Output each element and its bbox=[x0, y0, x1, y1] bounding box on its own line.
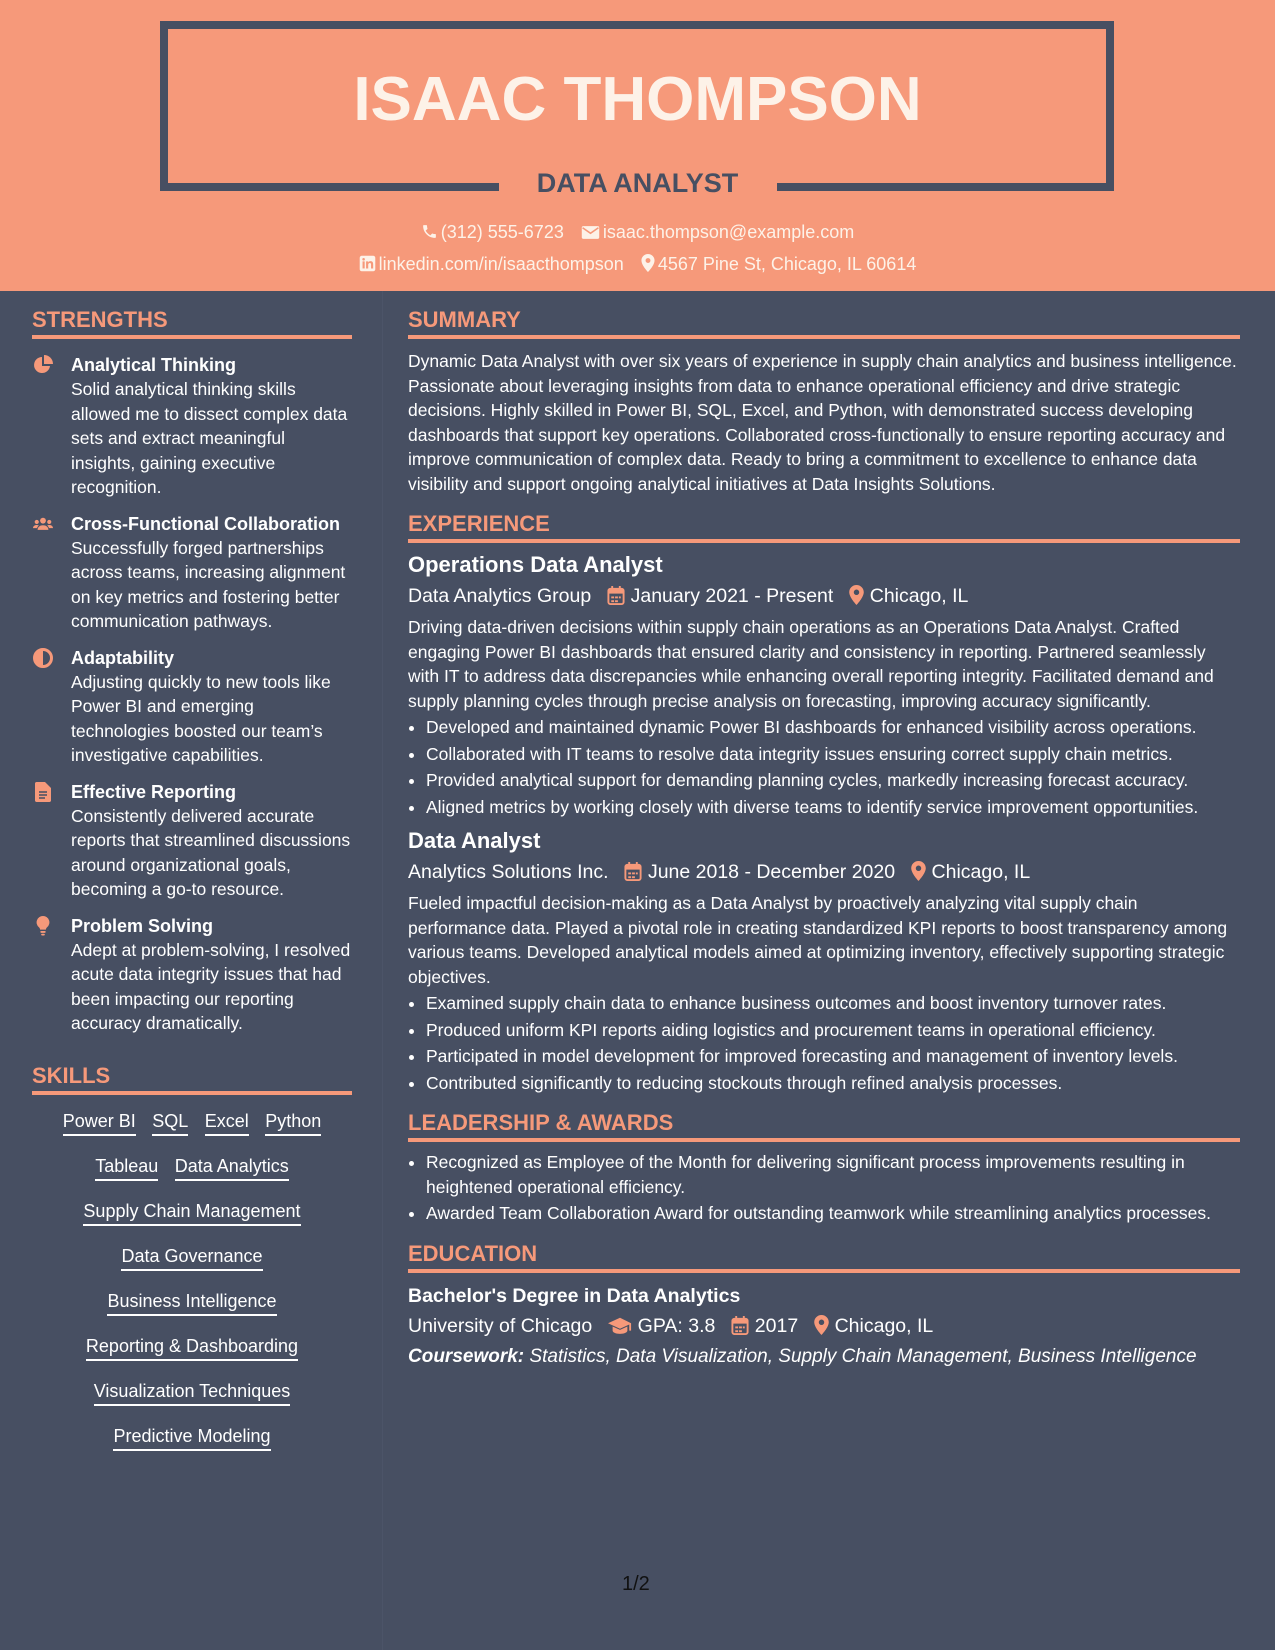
list-item: • Participated in model development for improved forecasting and management of inventory levels. bbox=[426, 1044, 1240, 1069]
map-pin-icon bbox=[911, 861, 926, 881]
list-item: • Collaborated with IT teams to resolve data integrity issues ensuring correct supply chain metrics. bbox=[426, 742, 1240, 767]
school-name: University of Chicago bbox=[408, 1314, 593, 1337]
job-title: DATA ANALYST bbox=[536, 168, 739, 198]
graduation-cap-icon bbox=[608, 1317, 632, 1335]
strength-desc: Adjusting quickly to new tools like Power BI and emerging technologies boosted our team’s investigative capabilities. bbox=[71, 671, 331, 765]
job-dates: January 2021 - Present bbox=[630, 585, 834, 607]
coursework-list: Statistics, Data Visualization, Supply Chain Management, Business Intelligence bbox=[529, 1345, 1197, 1367]
skill-tag: Tableau bbox=[95, 1154, 158, 1181]
skill-tag: Excel bbox=[205, 1109, 249, 1136]
job-entry-title: Operations Data Analyst bbox=[408, 552, 663, 577]
document-icon bbox=[33, 782, 53, 802]
experience-heading: EXPERIENCE bbox=[408, 510, 1240, 543]
job-description: Driving data-driven decisions within supply chain operations as an Operations Data Analyst. Crafted engaging Power BI dashboards that ensured clarity and consistency in reporting. Partnered seamlessly with IT to address data discrepancies while enhancing overall reporting integrity. Facilitated demand and supply planning cycles through precise analysis on forecasting, improving accuracy significantly. bbox=[408, 617, 1214, 711]
job-meta bbox=[408, 857, 1240, 887]
strength-desc: Solid analytical thinking skills allowed me to dissect complex data sets and extract meaningful insights, gaining executive recognition. bbox=[71, 379, 348, 497]
right-column bbox=[408, 306, 1240, 1369]
page-number: 1/2 bbox=[622, 1573, 650, 1595]
list-item: • Developed and maintained dynamic Power BI dashboards for enhanced visibility across operations. bbox=[426, 715, 1240, 740]
skill-tag: Python bbox=[265, 1109, 321, 1136]
strength-item bbox=[32, 914, 352, 1036]
job-entry bbox=[408, 551, 1240, 819]
skill-tag: Predictive Modeling bbox=[113, 1424, 270, 1451]
envelope-icon bbox=[581, 225, 600, 240]
pie-chart-icon bbox=[33, 355, 53, 375]
graduation-year: 2017 bbox=[754, 1314, 799, 1337]
leadership-heading: LEADERSHIP & AWARDS bbox=[408, 1109, 1240, 1142]
strength-item bbox=[32, 646, 352, 768]
users-icon bbox=[33, 514, 53, 534]
gpa: GPA: 3.8 bbox=[637, 1314, 716, 1337]
map-pin-icon bbox=[849, 585, 864, 605]
skills-list bbox=[32, 1109, 352, 1469]
linkedin bbox=[359, 252, 624, 276]
phone bbox=[421, 220, 564, 244]
list-item: • Aligned metrics by working closely with diverse teams to identify service improvement opportunities. bbox=[426, 795, 1240, 820]
list-item: • Recognized as Employee of the Month for delivering significant process improvements resulting in heightened operational efficiency. bbox=[426, 1150, 1240, 1199]
list-item: • Examined supply chain data to enhance business outcomes and boost inventory turnover rates. bbox=[426, 991, 1240, 1016]
job-bullets bbox=[408, 991, 1240, 1095]
job-description: Fueled impactful decision-making as a Data Analyst by proactively analyzing vital supply chain performance data. Played a pivotal role in creating standardized KPI reports to boost transparency among various teams. Developed analytical models aimed at optimizing inventory, effectively supporting strategic objectives. bbox=[408, 893, 1228, 987]
address-text: 4567 Pine St, Chicago, IL 60614 bbox=[657, 254, 917, 274]
left-column bbox=[32, 306, 352, 1469]
list-item: • Contributed significantly to reducing stockouts through refined analysis processes. bbox=[426, 1071, 1240, 1096]
strength-title: Analytical Thinking bbox=[71, 355, 237, 375]
job-meta bbox=[408, 581, 1240, 611]
strength-title: Cross-Functional Collaboration bbox=[71, 513, 341, 534]
leadership-section bbox=[408, 1109, 1240, 1226]
job-bullets bbox=[408, 715, 1240, 819]
email bbox=[581, 220, 854, 244]
skill-tag: Supply Chain Management bbox=[83, 1199, 300, 1226]
strength-desc: Adept at problem-solving, I resolved acute data integrity issues that had been impacting our reporting accuracy dramatically. bbox=[71, 939, 351, 1033]
map-pin-icon bbox=[814, 1315, 829, 1335]
company-name: Analytics Solutions Inc. bbox=[408, 861, 609, 883]
award-bullets bbox=[408, 1150, 1240, 1226]
phone-text[interactable]: (312) 555-6723 bbox=[440, 222, 564, 242]
summary-heading: SUMMARY bbox=[408, 306, 1240, 339]
education-section bbox=[408, 1240, 1240, 1370]
list-item: • Provided analytical support for demanding planning cycles, markedly increasing forecast accuracy. bbox=[426, 768, 1240, 793]
skill-tag: Data Governance bbox=[121, 1244, 262, 1271]
experience-section bbox=[408, 510, 1240, 1095]
linkedin-link[interactable]: linkedin.com/in/isaacthompson bbox=[378, 254, 624, 274]
resume-header bbox=[0, 0, 1275, 291]
coursework-label: Coursework: bbox=[408, 1345, 525, 1367]
calendar-icon bbox=[624, 862, 642, 881]
skill-tag: SQL bbox=[152, 1109, 188, 1136]
strength-item bbox=[32, 353, 352, 500]
summary-text: Dynamic Data Analyst with over six years of experience in supply chain analytics and business intelligence. Passionate about leveraging insights from data to enhance operational efficiency and drive strategic decisions. Highly skilled in Power BI, SQL, Excel, and Python, with demonstrated success developing dashboards that support key operations. Collaborated cross-functionally to ensure reporting accuracy and improve communication of complex data. Ready to bring a commitment to excellence to enhance data visibility and support ongoing analytical initiatives at Data Insights Solutions. bbox=[408, 351, 1237, 494]
skill-tag: Reporting & Dashboarding bbox=[86, 1334, 298, 1361]
strength-title: Effective Reporting bbox=[71, 781, 237, 802]
strength-desc: Consistently delivered accurate reports that streamlined discussions around organizational goals, becoming a go-to resource. bbox=[71, 805, 351, 899]
job-entry bbox=[408, 827, 1240, 1095]
strength-item bbox=[32, 512, 352, 634]
calendar-icon bbox=[607, 586, 625, 605]
lightbulb-icon bbox=[33, 916, 53, 936]
strength-item bbox=[32, 780, 352, 902]
list-item: • Awarded Team Collaboration Award for outstanding teamwork while streamlining analytics processes. bbox=[426, 1201, 1240, 1226]
contact-row-1 bbox=[0, 220, 1275, 244]
education-heading: EDUCATION bbox=[408, 1240, 1240, 1273]
job-entry-title: Data Analyst bbox=[408, 828, 541, 853]
skill-tag: Visualization Techniques bbox=[94, 1379, 290, 1406]
company-name: Data Analytics Group bbox=[408, 585, 592, 607]
job-dates: June 2018 - December 2020 bbox=[647, 861, 896, 883]
job-location: Chicago, IL bbox=[931, 861, 1031, 883]
calendar-icon bbox=[731, 1316, 749, 1335]
skills-heading: SKILLS bbox=[32, 1062, 352, 1095]
candidate-name: ISAAC THOMPSON bbox=[353, 65, 922, 134]
skill-tag: Data Analytics bbox=[175, 1154, 289, 1181]
email-link[interactable]: isaac.thompson@example.com bbox=[602, 222, 855, 242]
strength-desc: Successfully forged partnerships across teams, increasing alignment on key metrics and fostering better communication pathways. bbox=[71, 537, 346, 631]
phone-icon bbox=[421, 223, 438, 240]
education-meta bbox=[408, 1311, 1240, 1341]
contact-row-2 bbox=[0, 252, 1275, 276]
linkedin-icon bbox=[359, 255, 376, 272]
education-location: Chicago, IL bbox=[834, 1314, 934, 1337]
skill-tag: Business Intelligence bbox=[107, 1289, 276, 1316]
strengths-heading: STRENGTHS bbox=[32, 306, 352, 339]
adjust-icon bbox=[33, 648, 53, 668]
coursework bbox=[408, 1345, 1240, 1370]
job-location: Chicago, IL bbox=[869, 585, 969, 607]
degree-title: Bachelor's Degree in Data Analytics bbox=[408, 1284, 741, 1307]
skill-tag: Power BI bbox=[63, 1109, 136, 1136]
address bbox=[641, 252, 917, 276]
map-pin-icon bbox=[641, 254, 655, 272]
list-item: • Produced uniform KPI reports aiding logistics and procurement teams in operational efficiency. bbox=[426, 1018, 1240, 1043]
strength-title: Problem Solving bbox=[71, 915, 214, 936]
strength-title: Adaptability bbox=[71, 647, 175, 668]
